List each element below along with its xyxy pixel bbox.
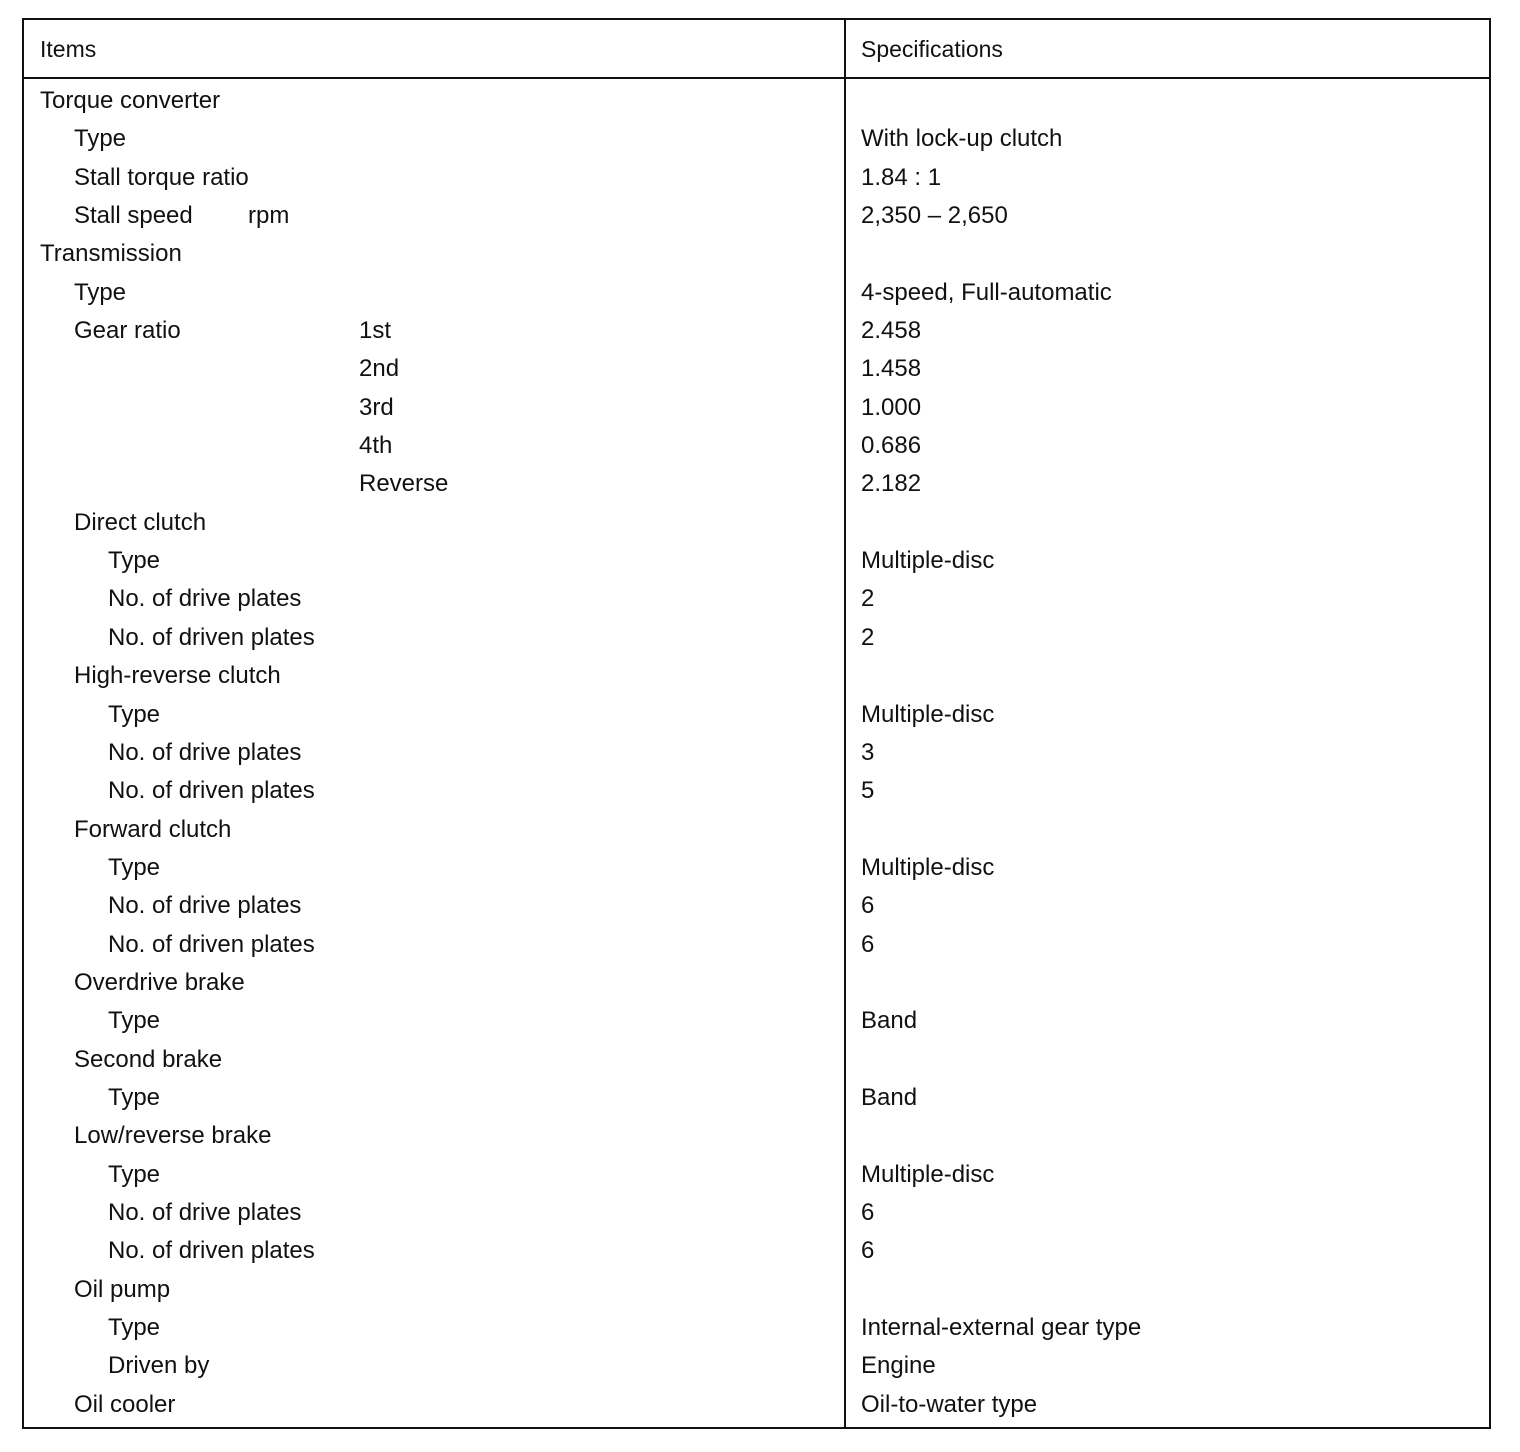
table-row <box>24 964 1489 1002</box>
spec-value: Engine <box>861 1352 936 1380</box>
table-row <box>24 235 1489 273</box>
spec-value: 2 <box>861 623 875 651</box>
item-label: Type <box>74 278 127 306</box>
table-row <box>24 1309 1489 1347</box>
table-row <box>24 197 1489 235</box>
header-items: Items <box>40 36 97 62</box>
item-label: Type <box>108 853 161 881</box>
spec-value: Band <box>861 1007 918 1035</box>
spec-value: 1.458 <box>861 355 922 383</box>
item-label: Type <box>108 1083 161 1111</box>
item-label: Type <box>108 700 161 728</box>
table-row <box>24 389 1489 427</box>
item-label: Type <box>108 547 161 575</box>
table-header <box>24 20 1489 79</box>
table-row <box>24 82 1489 120</box>
spec-value: 1.000 <box>861 393 922 421</box>
table-row <box>24 1079 1489 1117</box>
table-row <box>24 120 1489 158</box>
item-label: Forward clutch <box>74 815 232 843</box>
table-row <box>24 159 1489 197</box>
header-specifications: Specifications <box>861 36 1003 62</box>
table-body <box>24 82 1489 1424</box>
item-label: Overdrive brake <box>74 968 245 996</box>
item-label: No. of drive plates <box>108 585 302 613</box>
table-row <box>24 1347 1489 1385</box>
spec-value: 6 <box>861 1198 875 1226</box>
spec-value: Multiple-disc <box>861 853 995 881</box>
table-row <box>24 849 1489 887</box>
sub-item-label: 4th <box>359 432 393 460</box>
table-row <box>24 1117 1489 1155</box>
spec-value: Internal-external gear type <box>861 1314 1142 1341</box>
item-label: Direct clutch <box>74 508 207 536</box>
table-row <box>24 1156 1489 1194</box>
spec-value: 2,350 – 2,650 <box>861 202 1008 230</box>
sub-item-label: 3rd <box>359 393 394 421</box>
table-row <box>24 504 1489 542</box>
item-label: Stall speed <box>74 202 193 230</box>
spec-value: Multiple-disc <box>861 1160 995 1188</box>
table-row <box>24 926 1489 964</box>
spec-value: 2.182 <box>861 470 922 498</box>
table-row <box>24 887 1489 925</box>
spec-value: 6 <box>861 1237 875 1265</box>
item-label: No. of drive plates <box>108 738 302 766</box>
item-label: Driven by <box>108 1352 210 1380</box>
table-row <box>24 427 1489 465</box>
table-row <box>24 1002 1489 1040</box>
item-label: Second brake <box>74 1045 223 1073</box>
item-label: No. of driven plates <box>108 930 315 958</box>
table-row <box>24 1232 1489 1270</box>
spec-value: Band <box>861 1083 918 1111</box>
item-label: No. of drive plates <box>108 892 302 920</box>
unit-label: rpm <box>248 202 290 230</box>
table-row <box>24 1194 1489 1232</box>
table-row <box>24 811 1489 849</box>
table-row <box>24 657 1489 695</box>
item-label: Oil cooler <box>74 1390 176 1418</box>
item-label: Type <box>74 125 127 153</box>
table-row <box>24 465 1489 503</box>
sub-item-label: 1st <box>359 317 392 345</box>
table-row <box>24 619 1489 657</box>
spec-value: 1.84 : 1 <box>861 163 942 191</box>
item-label: Type <box>108 1007 161 1035</box>
item-label: Torque converter <box>40 87 221 114</box>
spec-value: Oil-to-water type <box>861 1390 1038 1418</box>
spec-value: 6 <box>861 892 875 920</box>
item-label: Type <box>108 1160 161 1188</box>
spec-value: 5 <box>861 777 875 805</box>
item-label: Gear ratio <box>74 317 181 345</box>
spec-value: With lock-up clutch <box>861 125 1063 153</box>
item-label: Low/reverse brake <box>74 1122 272 1150</box>
sub-item-label: 2nd <box>359 355 400 383</box>
item-label: Transmission <box>40 240 182 268</box>
table-row <box>24 542 1489 580</box>
spec-value: Multiple-disc <box>861 547 995 575</box>
table-row <box>24 580 1489 618</box>
item-label: No. of drive plates <box>108 1198 302 1226</box>
table-row <box>24 350 1489 388</box>
spec-value: 2.458 <box>861 317 922 345</box>
item-label: Stall torque ratio <box>74 163 249 191</box>
spec-value: 6 <box>861 930 875 958</box>
item-label: High-reverse clutch <box>74 662 281 690</box>
table-row <box>24 772 1489 810</box>
spec-value: Multiple-disc <box>861 700 995 728</box>
item-label: Oil pump <box>74 1275 171 1303</box>
table-row <box>24 696 1489 734</box>
item-label: No. of driven plates <box>108 623 315 651</box>
table-row <box>24 312 1489 350</box>
table-row <box>24 1041 1489 1079</box>
spec-value: 0.686 <box>861 432 922 460</box>
spec-value: 4-speed, Full-automatic <box>861 278 1112 306</box>
table-row <box>24 1386 1489 1424</box>
item-label: No. of driven plates <box>108 777 315 805</box>
sub-item-label: Reverse <box>359 470 449 498</box>
spec-value: 2 <box>861 585 875 613</box>
table-row <box>24 274 1489 312</box>
item-label: No. of driven plates <box>108 1237 315 1265</box>
spec-value: 3 <box>861 738 875 766</box>
table-row <box>24 734 1489 772</box>
spec-table <box>22 18 1491 1429</box>
item-label: Type <box>108 1314 161 1341</box>
table-row <box>24 1271 1489 1309</box>
